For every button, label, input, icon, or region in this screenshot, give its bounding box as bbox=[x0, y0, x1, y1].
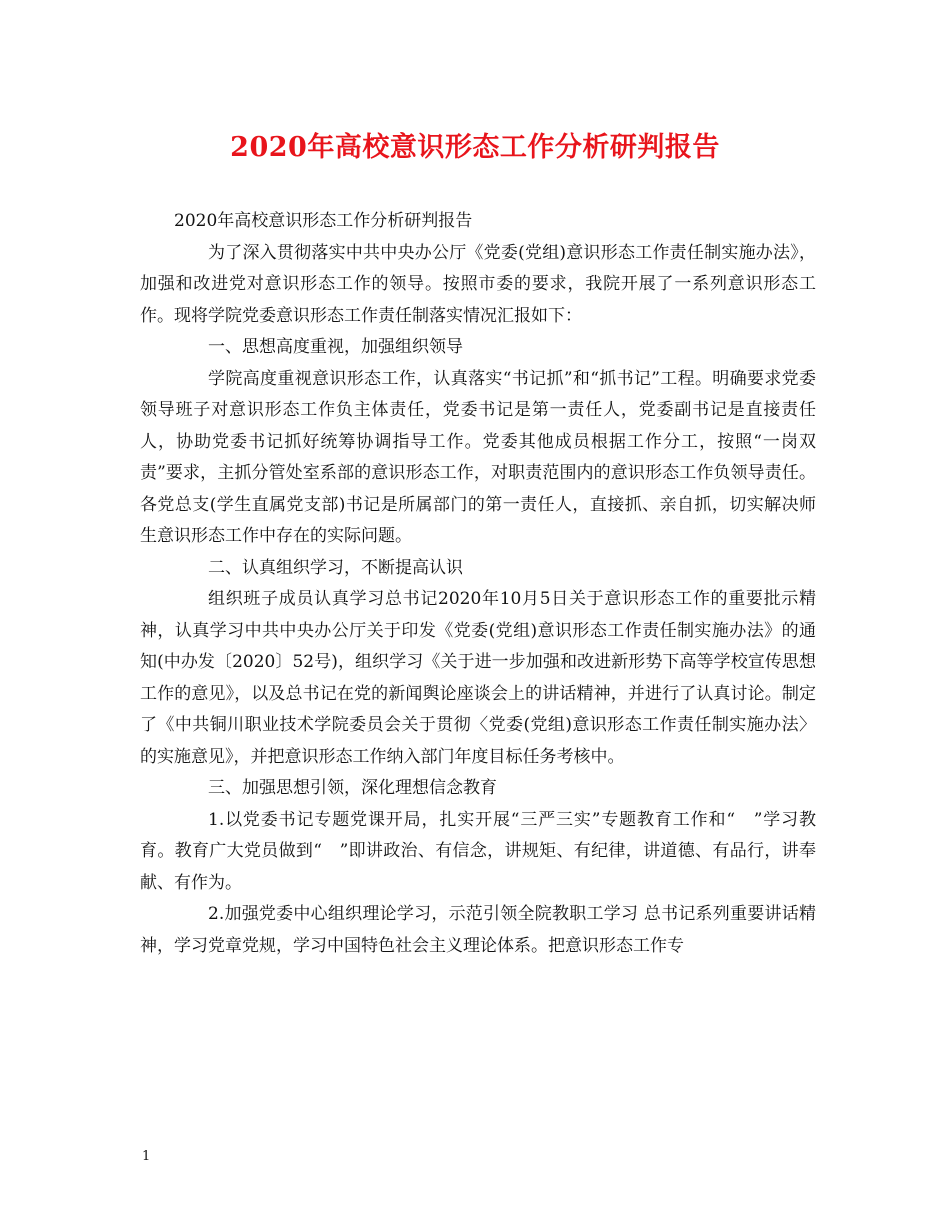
page-number: 1 bbox=[142, 1149, 151, 1164]
section-3-item-1: 1.以党委书记专题党课开局，扎实开展“三严三实”专题教育工作和“ ”学习教育。教育广大党员做到“ ”即讲政治、有信念，讲规矩、有纪律，讲道德、有品行，讲奉献、有作为。 bbox=[140, 809, 816, 893]
section-heading-3: 三、加强思想引领，深化理想信念教育 bbox=[208, 778, 497, 798]
section-heading-1: 一、思想高度重视，加强组织领导 bbox=[208, 337, 463, 357]
document-body bbox=[140, 206, 816, 962]
section-1-paragraph: 学院高度重视意识形态工作，认真落实“书记抓”和“抓书记”工程。明确要求党委领导班子对意识形态工作负主体责任，党委书记是第一责任人，党委副书记是直接责任人，协助党委书记抓好统筹协调指导工作。党委其他成员根据工作分工，按照“一岗双责”要求，主抓分管处室系部的意识形态工作，对职责范围内的意识形态工作负领导责任。各党总支(学生直属党支部)书记是所属部门的第一责任人，直接抓、亲自抓，切实解决师生意识形态工作中存在的实际问题。 bbox=[140, 368, 816, 546]
section-3-item-2: 2.加强党委中心组织理论学习，示范引领全院教职工学习 总书记系列重要讲话精神，学习党章党规，学习中国特色社会主义理论体系。把意识形态工作专 bbox=[140, 904, 816, 956]
subtitle-paragraph: 2020年高校意识形态工作分析研判报告 bbox=[174, 211, 473, 231]
document-title: 2020年高校意识形态工作分析研判报告 bbox=[230, 132, 720, 163]
intro-paragraph: 为了深入贯彻落实中共中央办公厅《党委(党组)意识形态工作责任制实施办法》，加强和改进党对意识形态工作的领导。按照市委的要求，我院开展了一系列意识形态工作。现将学院党委意识形态工作责任制落实情况汇报如下： bbox=[140, 242, 816, 326]
section-2-paragraph: 组织班子成员认真学习总书记2020年10月5日关于意识形态工作的重要批示精神，认真学习中共中央办公厅关于印发《党委(党组)意识形态工作责任制实施办法》的通知(中办发〔2020〕52号)，组织学习《关于进一步加强和改进新形势下高等学校宣传思想工作的意见》，以及总书记在党的新闻舆论座谈会上的讲话精神，并进行了认真讨论。制定了《中共铜川职业技术学院委员会关于贯彻〈党委(党组)意识形态工作责任制实施办法〉的实施意见》，并把意识形态工作纳入部门年度目标任务考核中。 bbox=[140, 589, 816, 767]
section-heading-2: 二、认真组织学习，不断提高认识 bbox=[208, 557, 463, 578]
